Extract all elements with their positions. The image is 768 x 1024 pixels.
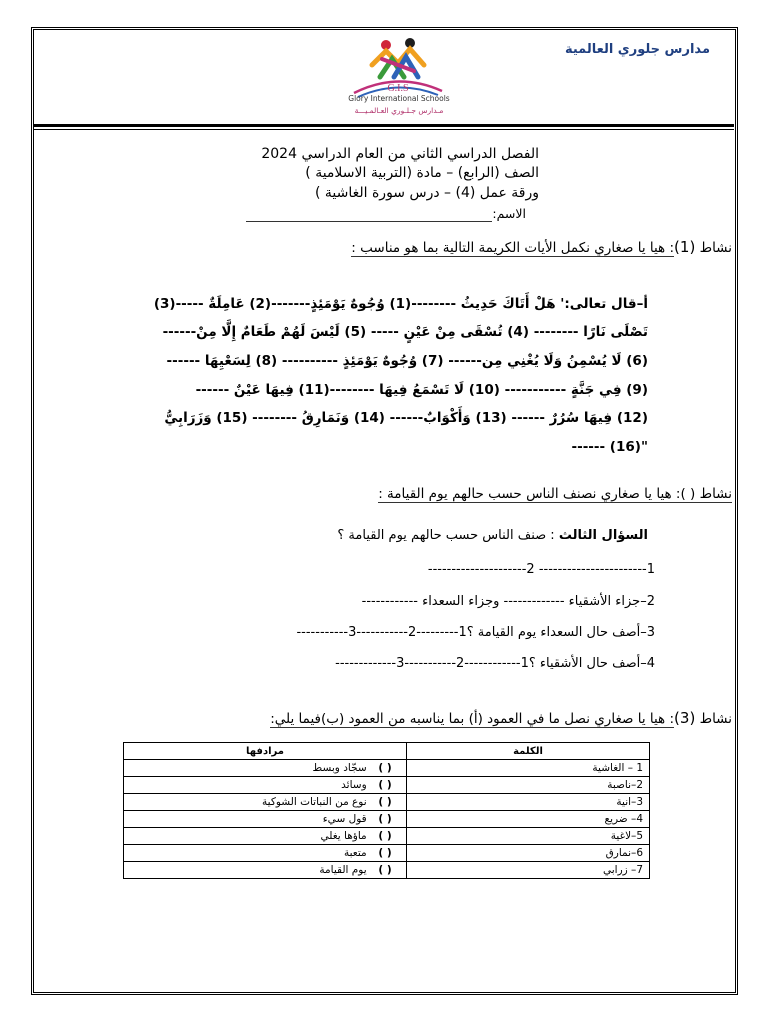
table-row	[124, 760, 650, 777]
word-cell: 6–نمارق	[407, 845, 650, 862]
meaning-text: ماؤها يغلي	[320, 830, 367, 842]
meaning-text: نوع من النباتات الشوكية	[262, 796, 367, 808]
worksheet-line: ورقة عمل (4) – درس سورة الغاشية )	[314, 185, 539, 201]
meaning-cell	[124, 777, 407, 794]
logo-arabic-name: مـدارس جـلـوري العـالمـيـــة	[354, 106, 444, 115]
activity-3-number: (3)	[674, 709, 696, 727]
word-cell: 7– زرابي	[407, 862, 650, 879]
header-divider-thin	[33, 129, 734, 130]
verse-line: أ–قال تعالى:' هَلْ أَتَاكَ حَدِيثُ --------(1) وُجُوهٌ يَوْمَئِذٍ-------(2) عَامِلَةٌ -----(3)	[153, 296, 648, 312]
meaning-text: وسائد	[341, 779, 367, 791]
activity-1-text: : هيا يا صغاري نكمل الأيات الكريمة التالية بما هو مناسب :	[351, 240, 675, 256]
meaning-cell	[124, 845, 407, 862]
question-3-label: السؤال الثالث	[558, 528, 648, 543]
grade-subject-line: الصف (الرابع) – مادة (التربية الاسلامية )	[305, 165, 539, 181]
question-3-text: : صنف الناس حسب حالهم يوم القيامة ؟	[337, 528, 555, 543]
verse-line: "(16) ------	[571, 439, 648, 455]
word-cell: 5–لاغية	[407, 828, 650, 845]
activity-3-heading	[270, 709, 732, 728]
verse-line: (12) فِيهَا سُرُرٌ ------ (13) وَأَكْوَابٌ------ (14) وَنَمَارِقُ -------- (15) وَزَرَابِيُّ	[164, 410, 648, 426]
activity-3-text: : هيا يا صغاري نصل ما في العمود (أ) بما يناسبه من العمود (ب)فيما يلي:	[270, 711, 675, 727]
answer-blank[interactable]: ( )	[378, 813, 392, 825]
logo-initials: G.I.S	[387, 83, 409, 94]
activity-2-text: نشاط ( ): هيا يا صغاري نصنف الناس حسب حالهم يوم القيامة :	[378, 486, 732, 502]
semester-line: الفصل الدراسي الثاني من العام الدراسي 2024	[261, 146, 539, 162]
question-3-item: 4–أصف حال الأشقياء ؟1------------2-----------3-------------	[335, 656, 655, 671]
meaning-cell	[124, 862, 407, 879]
word-cell: 2–ناصبة	[407, 777, 650, 794]
question-3-item: 1----------------------- 2---------------------	[427, 562, 655, 577]
question-3-prompt	[337, 528, 648, 543]
activity-1-prefix: نشاط	[695, 240, 732, 256]
verse-line: (6) لَا يُسْمِنُ وَلَا يُغْنِي مِن------ (7) وُجُوهٌ يَوْمَئِذٍ ---------- (8) لِسَعْيِهَا ------	[166, 353, 648, 369]
word-cell: 1 – الغاشية	[407, 760, 650, 777]
meaning-text: سجّاد وبسط	[312, 762, 367, 774]
activity-1-number: (1)	[674, 238, 696, 256]
matching-table	[123, 742, 650, 879]
table-row	[124, 828, 650, 845]
logo-english-name: Glory International Schools	[348, 94, 450, 103]
table-row	[124, 862, 650, 879]
answer-blank[interactable]: ( )	[378, 830, 392, 842]
meaning-cell	[124, 828, 407, 845]
word-cell: 4– ضريع	[407, 811, 650, 828]
answer-blank[interactable]: ( )	[378, 762, 392, 774]
table-row	[124, 811, 650, 828]
meaning-cell	[124, 794, 407, 811]
meaning-text: قول سيء	[322, 813, 367, 825]
answer-blank[interactable]: ( )	[378, 864, 392, 876]
answer-blank[interactable]: ( )	[378, 779, 392, 791]
meaning-text: يوم القيامة	[319, 864, 367, 876]
answer-blank[interactable]: ( )	[378, 796, 392, 808]
school-name: مدارس جلوري العالمية	[564, 42, 710, 57]
meaning-cell	[124, 760, 407, 777]
meaning-cell	[124, 811, 407, 828]
activity-3-prefix: نشاط	[695, 711, 732, 727]
name-label: الاسم:	[492, 206, 526, 221]
word-cell: 3–انية	[407, 794, 650, 811]
table-row	[124, 845, 650, 862]
column-meaning-header: مرادفها	[124, 743, 407, 760]
question-3-item: 3–أصف حال السعداء يوم القيامة ؟1---------2-----------3-----------	[296, 625, 655, 640]
table-header-row	[124, 743, 650, 760]
answer-blank[interactable]: ( )	[378, 847, 392, 859]
header-divider-thick	[33, 124, 734, 127]
student-name-row	[246, 206, 526, 222]
name-blank[interactable]	[246, 206, 492, 222]
verse-line: تَصْلَى نَارًا -------- (4) تُسْقَى مِنْ عَيْنٍ ----- (5) لَيْسَ لَهُمْ طَعَامٌ إِلَّا مِنْ------	[162, 324, 648, 340]
column-word-header: الكلمة	[407, 743, 650, 760]
meaning-text: متعبة	[344, 847, 367, 859]
activity-2-heading	[378, 486, 732, 503]
table-row	[124, 777, 650, 794]
verse-line: (9) فِي جَنَّةٍ ----------- (10) لَا تَسْمَعُ فِيهَا --------(11) فِيهَا عَيْنٌ ------	[195, 382, 648, 398]
table-row	[124, 794, 650, 811]
question-3-item: 2–جزاء الأشقياء ------------- وجزاء السعداء ------------	[361, 594, 655, 609]
activity-1-heading	[351, 238, 732, 257]
